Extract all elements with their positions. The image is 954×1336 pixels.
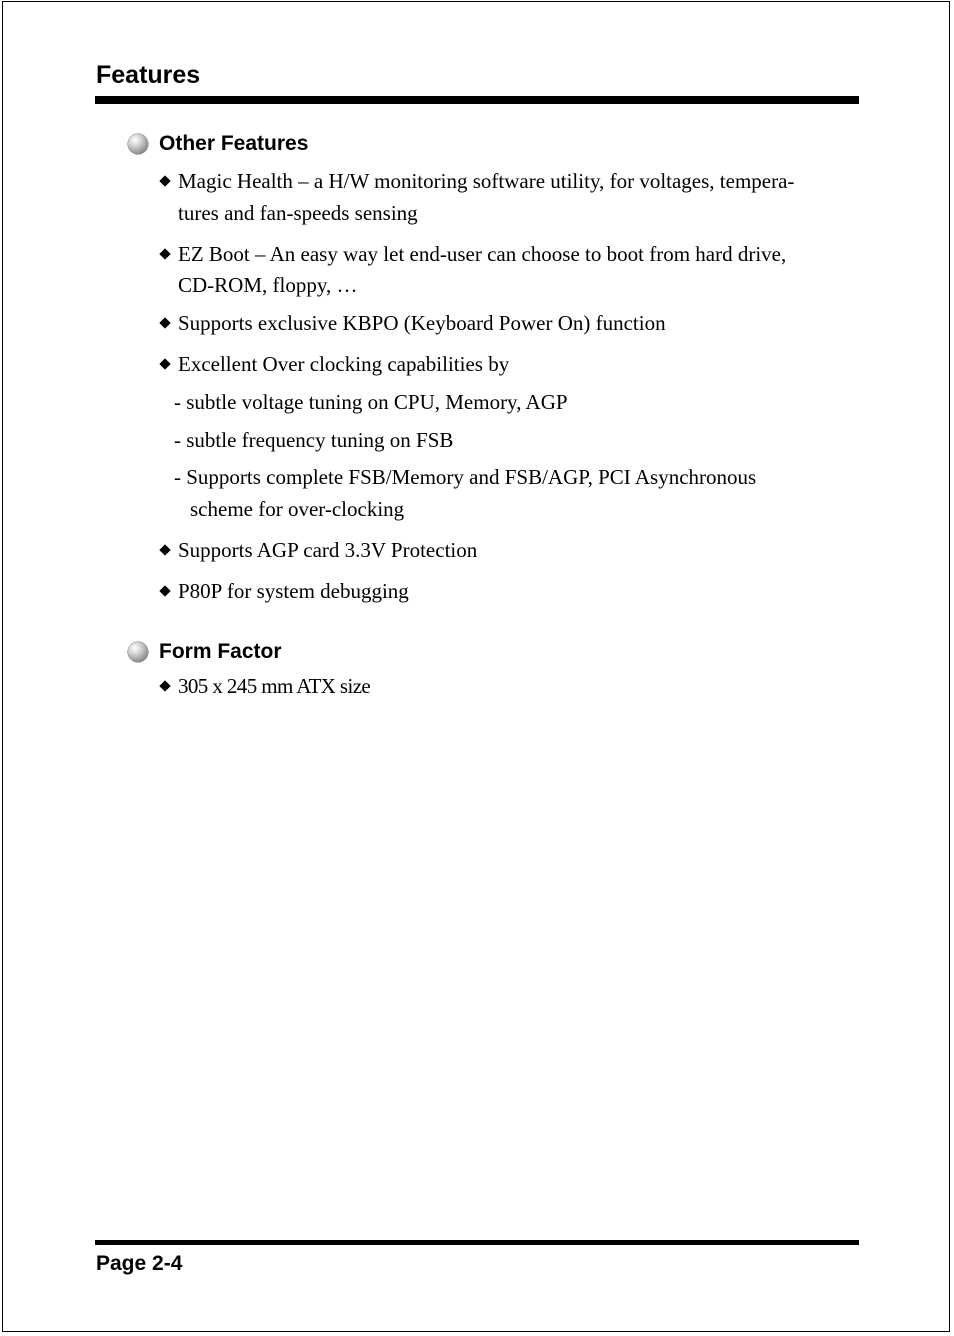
section-header-form-factor — [128, 639, 282, 665]
list-item-line: Supports AGP card 3.3V Protection — [178, 538, 478, 562]
list-item-line: Excellent Over clocking capabilities by — [178, 352, 510, 376]
page-number: Page 2-4 — [96, 1252, 183, 1275]
header-rule — [95, 96, 859, 104]
list-item-line: EZ Boot – An easy way let end-user can choose to boot from hard drive, — [178, 242, 787, 266]
list-item-line: 305 x 245 mm ATX size — [178, 674, 371, 698]
sub-item-line: - subtle voltage tuning on CPU, Memory, AGP — [174, 390, 568, 414]
section-title: Form Factor — [159, 640, 282, 663]
list-item-line: Magic Health – a H/W monitoring software utility, for voltages, tempera- — [178, 169, 795, 193]
sub-item-line: scheme for over-clocking — [190, 497, 405, 521]
sphere-bullet-icon — [128, 134, 148, 154]
page-title: Features — [96, 61, 201, 89]
sub-item-line: - subtle frequency tuning on FSB — [174, 428, 454, 452]
list-item-line: CD-ROM, floppy, … — [178, 273, 358, 297]
list-item-line: Supports exclusive KBPO (Keyboard Power On) function — [178, 311, 666, 335]
sub-item-line: - Supports complete FSB/Memory and FSB/AGP, PCI Asynchronous — [174, 465, 757, 489]
section-title: Other Features — [159, 132, 309, 155]
list-item-line: P80P for system debugging — [178, 579, 409, 603]
page-border — [2, 1, 950, 1332]
section-header-other-features — [128, 131, 308, 157]
sphere-bullet-icon — [128, 642, 148, 662]
footer-rule — [95, 1240, 859, 1245]
list-item-line: tures and fan-speeds sensing — [178, 201, 418, 225]
